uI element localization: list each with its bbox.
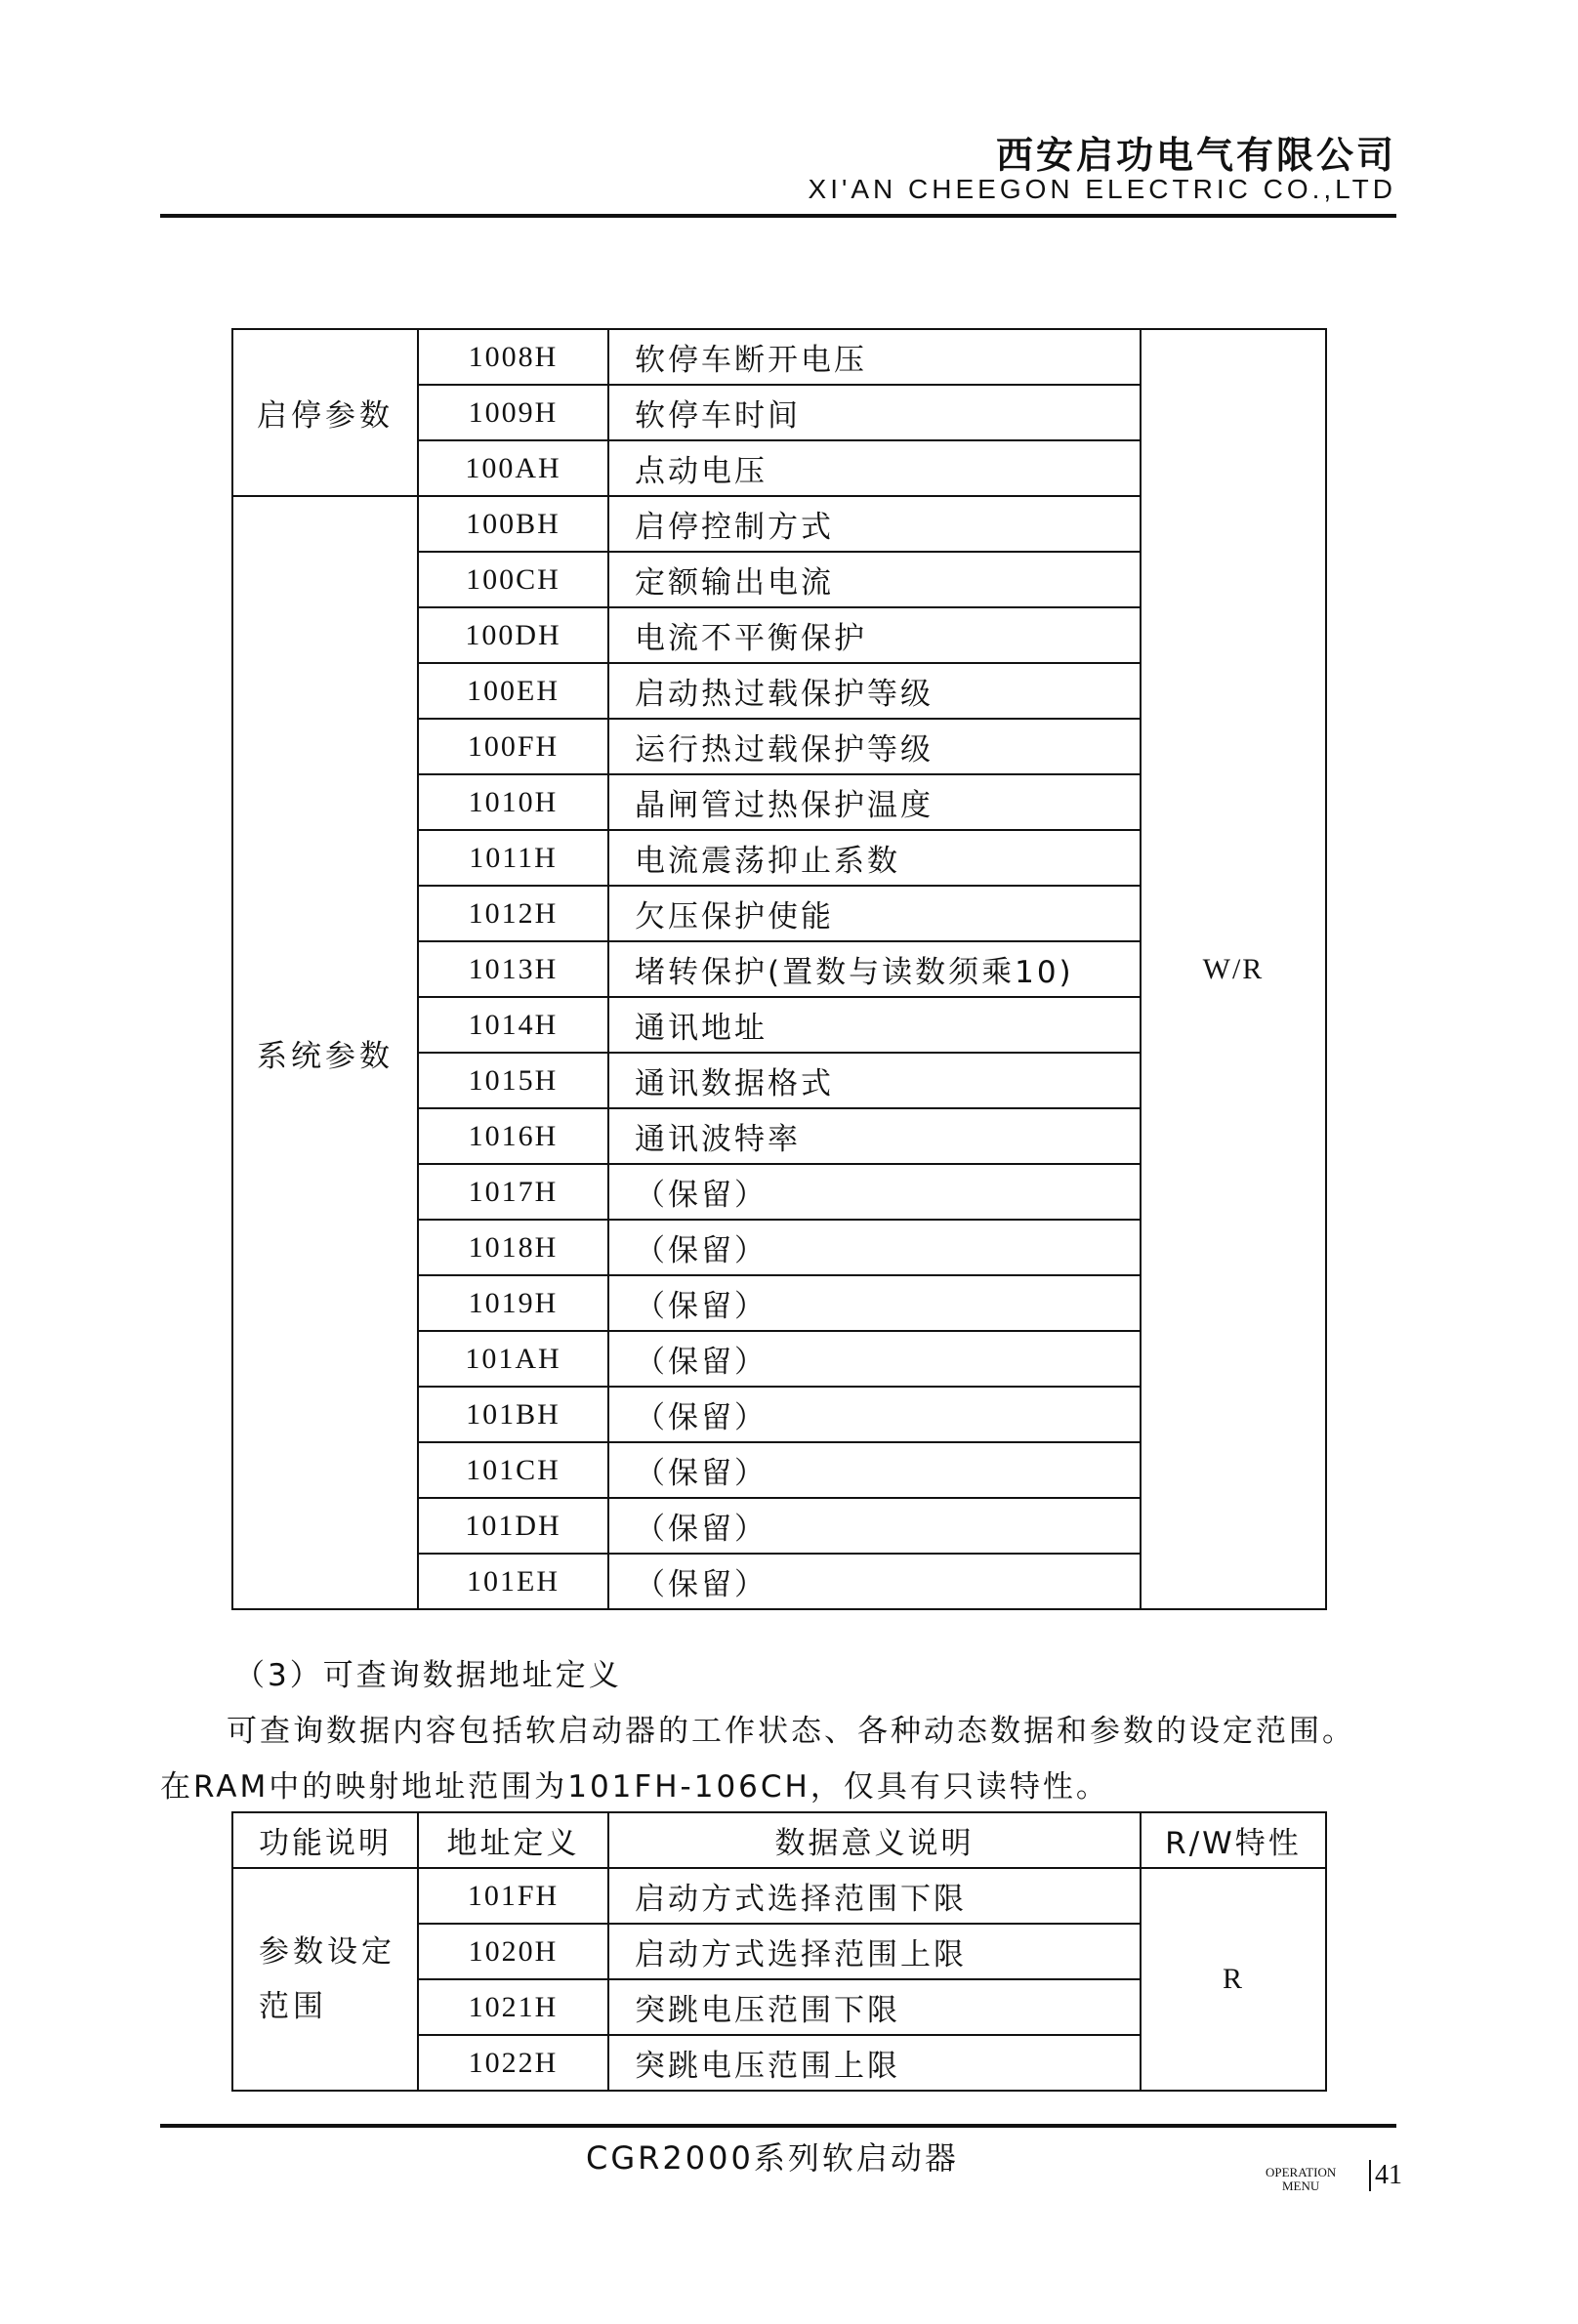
register-table-write-read [231, 328, 1327, 1610]
column-header: 数据意义说明 [608, 1812, 1141, 1868]
address-cell: 100AH [418, 440, 608, 496]
address-cell: 101FH [418, 1868, 608, 1924]
company-name-cn: 西安启功电气有限公司 [995, 134, 1396, 177]
rw-property-cell: W/R [1141, 329, 1326, 1609]
description-cell: （保留） [608, 1331, 1141, 1387]
description-cell: 软停车断开电压 [608, 329, 1141, 385]
description-cell: 通讯数据格式 [608, 1053, 1141, 1108]
description-cell: 定额输出电流 [608, 552, 1141, 607]
address-cell: 100FH [418, 719, 608, 774]
address-cell: 1018H [418, 1220, 608, 1275]
address-cell: 1010H [418, 774, 608, 830]
paragraph-line-1: 可查询数据内容包括软启动器的工作状态、各种动态数据和参数的设定范围。 [227, 1714, 1355, 1749]
description-cell: 通讯波特率 [608, 1108, 1141, 1164]
group-start-stop-params: 启停参数 [232, 329, 418, 496]
description-cell: 启动热过载保护等级 [608, 663, 1141, 719]
description-cell: 启动方式选择范围下限 [608, 1868, 1141, 1924]
address-cell: 101CH [418, 1442, 608, 1498]
address-cell: 1012H [418, 886, 608, 941]
column-header: 地址定义 [418, 1812, 608, 1868]
register-table-read-only [231, 1811, 1327, 2092]
description-cell: 运行热过载保护等级 [608, 719, 1141, 774]
section-heading: （3）可查询数据地址定义 [234, 1658, 622, 1693]
description-cell: （保留） [608, 1387, 1141, 1442]
group-label-line-2: 范围 [259, 1989, 327, 2024]
address-cell: 1017H [418, 1164, 608, 1220]
address-cell: 1019H [418, 1275, 608, 1331]
page-number: 41 [1369, 2160, 1402, 2191]
description-cell: （保留） [608, 1164, 1141, 1220]
address-cell: 1009H [418, 385, 608, 440]
group-param-setting-range [232, 1868, 418, 2091]
header-rule [160, 214, 1396, 218]
description-cell: 电流震荡抑止系数 [608, 830, 1141, 886]
description-cell: 启停控制方式 [608, 496, 1141, 552]
column-header: R/W特性 [1141, 1812, 1326, 1868]
description-cell: （保留） [608, 1554, 1141, 1609]
address-cell: 101EH [418, 1554, 608, 1609]
address-cell: 1014H [418, 997, 608, 1053]
description-cell: 突跳电压范围上限 [608, 2035, 1141, 2091]
rw-property-cell: R [1141, 1868, 1326, 2091]
address-cell: 101DH [418, 1498, 608, 1554]
address-cell: 1016H [418, 1108, 608, 1164]
operation-menu-label [1266, 2166, 1336, 2193]
table-header-row [232, 1812, 1326, 1868]
description-cell: 通讯地址 [608, 997, 1141, 1053]
description-cell: 电流不平衡保护 [608, 607, 1141, 663]
column-header: 功能说明 [232, 1812, 418, 1868]
description-cell: （保留） [608, 1275, 1141, 1331]
address-cell: 1021H [418, 1979, 608, 2035]
company-name-en: XI'AN CHEEGON ELECTRIC CO.,LTD [808, 174, 1396, 204]
address-cell: 100BH [418, 496, 608, 552]
description-cell: （保留） [608, 1442, 1141, 1498]
description-cell: （保留） [608, 1498, 1141, 1554]
op-label-line-1: OPERATION [1266, 2165, 1337, 2179]
address-cell: 1015H [418, 1053, 608, 1108]
address-cell: 101BH [418, 1387, 608, 1442]
description-cell: 软停车时间 [608, 385, 1141, 440]
group-label-line-1: 参数设定 [259, 1934, 395, 1970]
footer-title: CGR2000系列软启动器 [586, 2139, 959, 2177]
description-cell: 欠压保护使能 [608, 886, 1141, 941]
address-cell: 100EH [418, 663, 608, 719]
address-cell: 100CH [418, 552, 608, 607]
address-cell: 1008H [418, 329, 608, 385]
description-cell: （保留） [608, 1220, 1141, 1275]
address-cell: 1011H [418, 830, 608, 886]
description-cell: 启动方式选择范围上限 [608, 1924, 1141, 1979]
footer-rule [160, 2124, 1396, 2128]
description-cell: 晶闸管过热保护温度 [608, 774, 1141, 830]
description-cell: 点动电压 [608, 440, 1141, 496]
group-system-params: 系统参数 [232, 496, 418, 1609]
table-row [232, 1868, 1326, 1924]
description-cell: 突跳电压范围下限 [608, 1979, 1141, 2035]
address-cell: 101AH [418, 1331, 608, 1387]
op-label-line-2: MENU [1281, 2179, 1320, 2193]
table-row [232, 329, 1326, 385]
description-cell: 堵转保护(置数与读数须乘10) [608, 941, 1141, 997]
address-cell: 100DH [418, 607, 608, 663]
paragraph-line-2: 在RAM中的映射地址范围为101FH-106CH，仅具有只读特性。 [160, 1769, 1109, 1805]
address-cell: 1013H [418, 941, 608, 997]
address-cell: 1020H [418, 1924, 608, 1979]
address-cell: 1022H [418, 2035, 608, 2091]
